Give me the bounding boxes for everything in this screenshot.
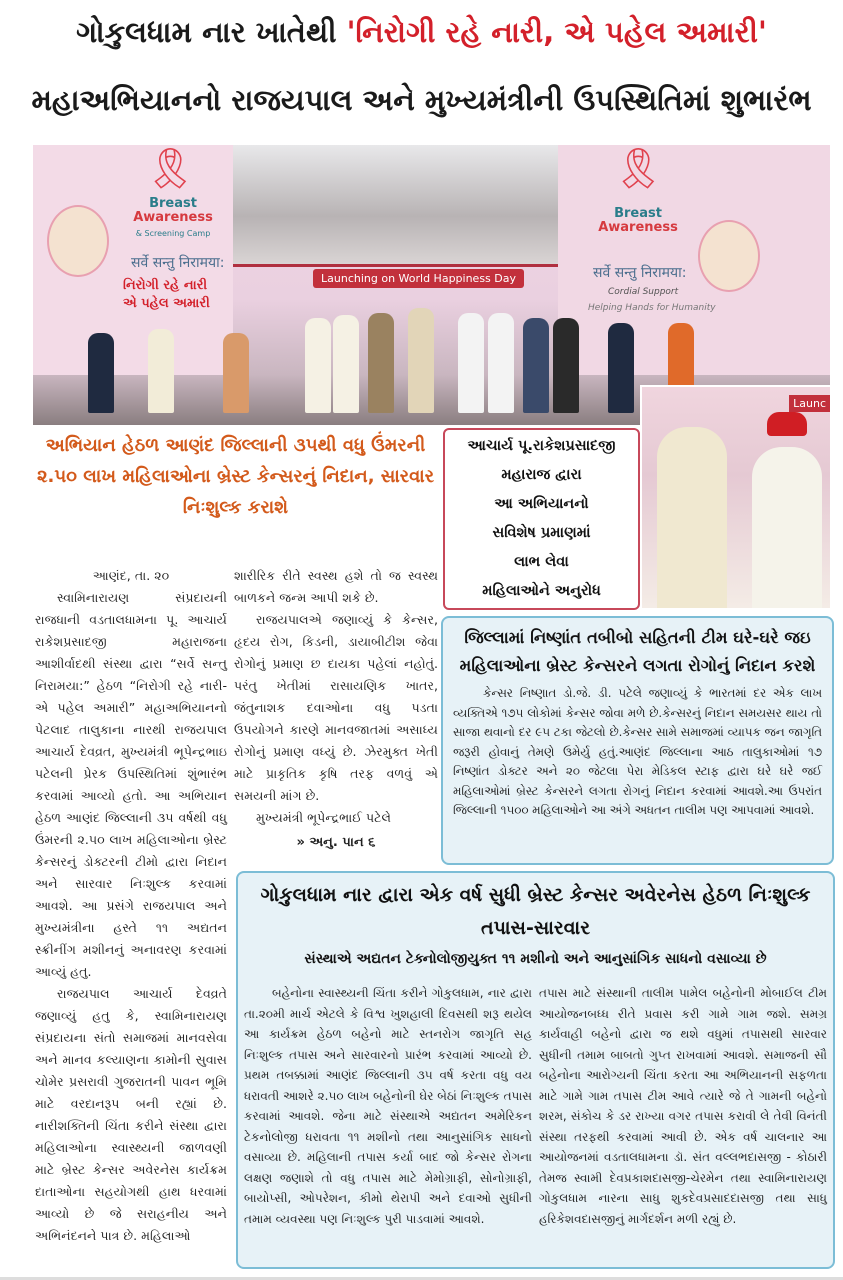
appeal-line: મહિલાઓને અનુરોધ [482, 583, 601, 599]
doctor-team-box [441, 616, 834, 865]
article-column-2 [234, 565, 438, 854]
box2-column-2 [539, 983, 827, 1229]
paragraph: બહેનોના સ્વાસ્થ્યની ચિંતા કરીને ગોકુલધામ, નાર દ્વારા તા.૨૦મી માર્ચ એટલે કે વિશ્વ ખુશહાલી દિવસથી શરૂ થયેલ આ કાર્યક્રમ હેઠળ બહેનો માટે સ્તનરોગ જાગૃતિ સહ નિઃશુલ્ક તપાસ અને સારવારનો પ્રારંભ કરવામાં આવ્યો છે. પ્રથમ તબક્કામાં આણંદ જિલ્લાની ૩૫ વર્ષ કરતા વધુ વય ધરાવતી આશરે ૨.૫૦ લાખ બહેનોની ઘેર બેઠાં નિઃશુલ્ક તપાસ કરવામાં આવશે. જેના માટે સંસ્થાએ અદ્યતન અમેરિકન ટેકનોલોજી ધરાવતા ૧૧ મશીનો તથા આનુસાંગિક સાધનો વસાવ્યા છે. મહિલાની તપાસ કર્યા બાદ જો કેન્સર રોગના લક્ષણ જણાશે તો વધુ તપાસ માટે મેમોગ્રાફી, સોનોગ્રાફી, બાયોપ્સી, ઓપરેશન, કીમો થેરાપી અને દવાઓ સુધીની તમામ વ્યવસ્થા પણ નિઃશુલ્ક પુરી પાડવામાં આવશે. [244, 986, 532, 1226]
banner-slogan-1: નિરોગી રહે નારી [123, 278, 208, 293]
banner-sub: & Screening Camp [135, 229, 211, 238]
paragraph: રાજયપાલ આચાર્ય દેવવ્રતે જણાવ્યું હતુ કે, સ્વામિનારાયણ સંપ્રદાયના સંતો સમાજમાં માનવસેવા અને માનવ કલ્યાણના કામોની સુવાસ ચોમેર પ્રસરાવી ગુજરાતની પાવન ભૂમિ માટે વરદાનરૂપ બની રહ્યાં છે. નારીશક્તિની ચિંતા કરીને સંસ્થા દ્વારા મહિલાઓના સ્વાસ્થ્યની જાળવણી માટે બ્રેસ્ટ કેન્સર અવેરનેસ કાર્યક્રમ દાતાઓના સહયોગથી હાથ ધરવામાં આવ્યો છે જે સરાહનીય અને અભિનંદનને પાત્ર છે. મહિલાઓ [35, 986, 227, 1243]
article-column-1 [35, 565, 227, 1247]
banner-title-2: Awareness [133, 210, 213, 225]
box1-body: કેન્સર નિષ્ણાત ડો.જે. ડી. પટેલે જણાવ્યું કે ભારતમાં દર એક લાખ વ્યક્તિએ ૧૭૫ લોકોમાં કેન્સર જોવા મળે છે.કેન્સરનું નિદાન સમયસર થાય તો સાજા થવાનો દર ૯૫ ટકા જેટલો છે.કેન્સર સામે સમાજમાં વ્યાપક જન જાગૃતિ જરૂરી હોવાનું તેમણે ઉમેર્યુ હતું.આણંદ જિલ્લાના આઠ તાલુકાઓમાં ૧૭ નિષ્ણાંત ડોક્ટર અને ૨૦ જેટલા પેરા મેડિકલ સ્ટાફ દ્વારા ઘરે ઘરે જઈ મહિલાઓમાં બ્રેસ્ટ કેન્સરને લગતા રોગનું નિદાન કરવામાં આવશે.આ ઉપરાંત જિલ્લાની ૧૫૦૦ મહિલાઓને આ અંગે અધતન તાલીમ પણ આપવામાં આવશે. [453, 686, 822, 817]
event-photo [33, 145, 830, 425]
appeal-line: મહારાજ દ્વારા [501, 467, 582, 483]
banner-title [128, 197, 218, 225]
banner-motto: सर्वे सन्तु निरामया: [131, 255, 225, 271]
screen-photo [233, 145, 558, 267]
pink-ribbon-icon-2: 🎗 [613, 146, 664, 192]
launch-banner: Launching on World Happiness Day [313, 269, 524, 288]
paragraph: મુખ્યમંત્રી ભૂપેન્દ્રભાઈ પટેલે [256, 810, 392, 825]
appeal-line: આચાર્ય પૂ.રાકેશપ્રસાદજી [467, 438, 616, 454]
cordial-text: Cordial Support [608, 287, 679, 297]
paragraph: શારીરિક રીતે સ્વસ્થ હશે તો જ સ્વસ્થ બાળકને જન્મ આપી શકે છે. [234, 568, 438, 605]
headline-quote: 'નિરોગી રહે નારી, એ પહેલ અમારી' [346, 15, 767, 49]
banner-motto-right: सर्वे सन्तु निरामया: [593, 265, 687, 281]
box1-headline: જિલ્લામાં નિષ્ણાંત તબીબો સહિતની ટીમ ઘરે-ઘરે જઇ મહિલાઓના બ્રેસ્ટ કેન્સરને લગતા રોગોનું નિદાન કરશે [459, 628, 816, 675]
person-figure [657, 427, 727, 610]
banner-slogan [123, 277, 210, 313]
paragraph: તપાસ માટે સંસ્થાની તાલીમ પામેલ બહેનોની મોબાઈલ ટીમ આયોજનબધ્ધ રીતે પ્રવાસ કરી ગામે ગામ જશે. સમગ્ર કાર્યવાહી બહેનો દ્વારા જ થશે વધુમાં તપાસથી સારવાર સુધીની તમામ બાબતો ગુપ્ત રાખવામાં આવશે. સમાજની સૌ બહેનોના આરોગ્યની ચિંતા કરતા આ અભિયાનની સફળતા માટે ગામે ગામ તપાસ ટીમ આવે ત્યારે જે તે ગામની બહેનો શરમ, સંકોચ કે ડર રાખ્યા વગર તપાસ કરાવી લે તેવી વિનંતી સંસ્થા તરફથી કરવામાં આવી છે. એક વર્ષ ચાલનાર આ આયોજનમાં વડતાલધામના ડૉ. સંત વલ્લભદાસજી - કોઠારી તેમજ સ્વામી દેવપ્રકાશદાસજી-ચેરમેન તથા સ્વામિનારાયણ ગોકુલધામ નારના સાધુ શુકદેવપ્રસાદદાસજી તથા સાધુ હરિકેશવદાસજીનું માર્ગદર્શન મળી રહ્યું છે. [539, 986, 827, 1226]
portrait-circle-2 [698, 220, 760, 292]
box2-headline: ગોકુલધામ નાર દ્વારા એક વર્ષ સુધી બ્રેસ્ટ કેન્સર અવેરનેસ હેઠળ નિઃશુલ્ક તપાસ-સારવાર [260, 884, 811, 939]
gokuldham-box [236, 871, 835, 1269]
banner-title-right [593, 207, 683, 235]
inset-photo [640, 385, 832, 610]
inset-banner: Launc [789, 395, 830, 412]
helping-text: Helping Hands for Humanity [588, 303, 716, 313]
appeal-line: સવિશેષ પ્રમાણમાં [492, 525, 591, 541]
sub-headline: અભિયાન હેઠળ આણંદ જિલ્લાની ૩૫થી વધુ ઉંમરની ૨.૫૦ લાખ મહિલાઓના બ્રેસ્ટ કેન્સરનું નિદાન, સારવાર નિઃશુલ્ક કરાશે [36, 435, 435, 518]
box2-column-1 [244, 983, 532, 1229]
paragraph: રાજયપાલએ જણાવ્યું કે કેન્સર, હૃદય રોગ, કિડની, ડાયાબીટીશ જેવા રોગોનું પ્રમાણ છ દાયકા પહેલાં નહોતું. પરંતુ ખેતીમાં રાસાયણિક ખાતર, જંતુનાશક દવાઓના વધુ પડતા ઉપયોગને કારણે માનવજાતમાં અસાધ્ય રોગોનું પ્રમાણ વધ્યું છે. ઝેરમુક્ત ખેતી માટે પ્રાકૃતિક કૃષિ તરફ વળવું એ સમયની માંગ છે. [234, 612, 438, 803]
appeal-line: લાભ લેવા [514, 554, 569, 570]
person-figure-2 [752, 447, 822, 610]
paragraph: સ્વામિનારાયણ સંપ્રદાયની રાજધાની વડતાલધામના પૂ. આચાર્ય રાકેશપ્રસાદજી મહારાજના આશીર્વાદથી સંસ્થા દ્વારા “સર્વે સન્તુ નિરામયા:” હેઠળ “નિરોગી રહે નારી- એ પહેલ અમારી” મહાઅભિયાનનો પેટલાદ તાલુકાના નારથી રાજયપાલ આચાર્ય દેવવ્રત, મુખ્યમંત્રી ભૂપેન્દ્રભાઇ પટેલની પ્રેરક ઉપસ્થિતિમાં શુંભારંભ કરવામાં આવ્યો હતો. આ અભિયાન હેઠળ આણંદ જિલ્લાની ૩૫ વર્ષથી વધુ ઉંમરની ૨.૫૦ લાખ મહિલાઓના બ્રેસ્ટ કેન્સરનું ડોક્ટરની ટીમો દ્વારા નિદાન અને સારવાર નિઃશુલ્ક કરવામાં આવશે. આ પ્રસંગે રાજયપાલ અને મુખ્યમંત્રીના હસ્તે ૧૧ અદ્યતન સ્ક્રીનીંગ મશીનનું અનાવરણ કરવામાં આવ્યું હતુ. [35, 590, 227, 979]
pink-ribbon-icon: 🎗 [145, 146, 196, 192]
continued-link[interactable]: » અનુ. પાન ૬ [296, 835, 376, 850]
portrait-circle [47, 205, 109, 277]
appeal-line: આ અભિયાનનો [494, 496, 589, 512]
banner-title-1: Breast [614, 206, 662, 221]
headline-line-1 [10, 8, 833, 56]
appeal-box [443, 428, 640, 610]
box2-subheadline: સંસ્થાએ અદ્યતન ટેક્નોલોજીયુક્ત ૧૧ મશીનો અને આનુસાંગિક સાધનો વસાવ્યા છે [304, 951, 767, 967]
dateline: આણંદ, તા. ૨૦ [92, 568, 170, 583]
headline-line-2: મહાઅભિયાનનો રાજયપાલ અને મુખ્યમંત્રીની ઉપસ્થિતિમાં શુભારંભ [31, 83, 812, 117]
banner-slogan-2: એ પહેલ અમારી [123, 296, 210, 311]
headline-prefix: ગોકુલધામ નાર ખાતેથી [76, 15, 347, 49]
banner-title-1: Breast [149, 196, 197, 211]
turban [767, 412, 807, 436]
banner-title-2: Awareness [598, 220, 678, 235]
